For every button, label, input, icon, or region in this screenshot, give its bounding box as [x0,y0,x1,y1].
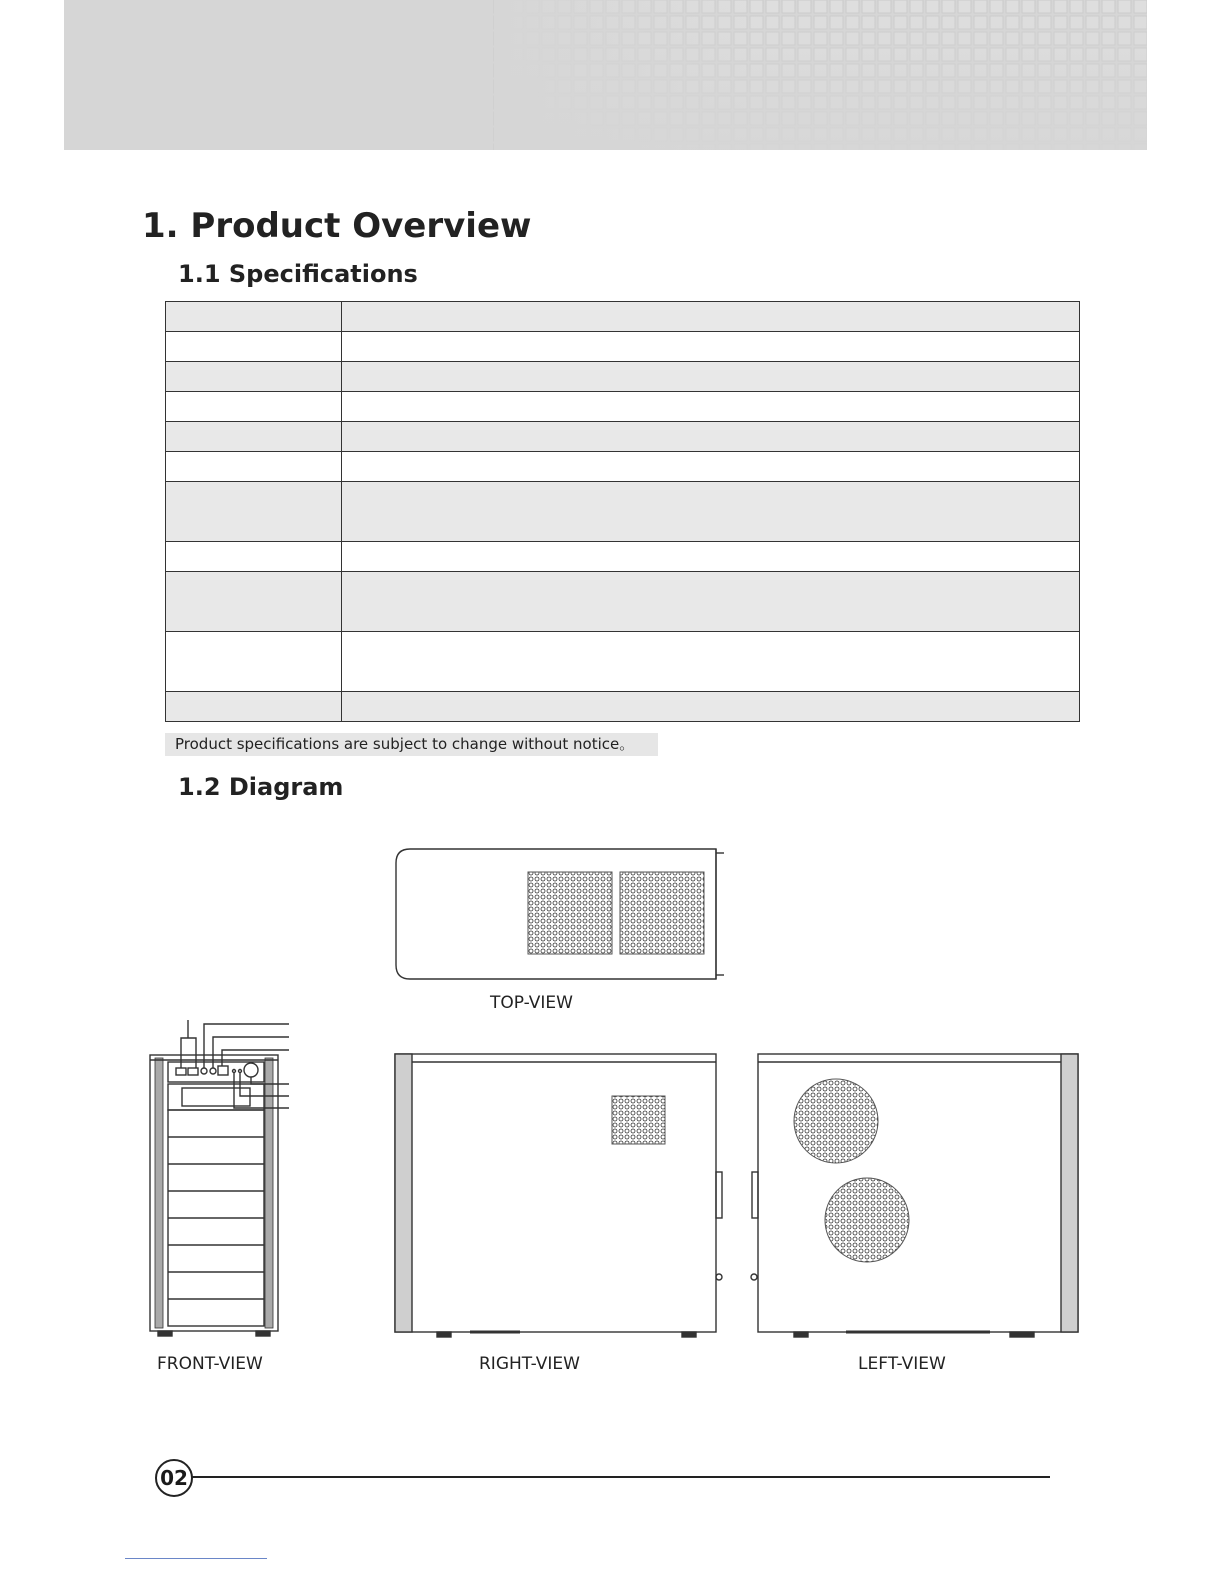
footer-rule [190,1476,1050,1478]
section-title-diagram: 1.2 Diagram [178,773,344,801]
right-view-label: RIGHT-VIEW [479,1354,580,1374]
section-title-specifications: 1.1 Specifications [178,260,418,288]
left-view-drawing [751,1054,1078,1337]
front-view-label: FRONT-VIEW [157,1354,263,1374]
top-view-label: TOP-VIEW [490,993,573,1013]
right-view-drawing [395,1054,722,1337]
top-view-drawing [396,849,724,979]
front-view-drawing [150,1020,289,1336]
left-view-label: LEFT-VIEW [858,1354,946,1374]
spec-disclaimer: Product specifications are subject to change without notice。 [165,733,658,756]
bottom-link-rule [125,1558,267,1559]
page-number: 02 [155,1459,193,1497]
page-title: 1. Product Overview [142,206,532,246]
